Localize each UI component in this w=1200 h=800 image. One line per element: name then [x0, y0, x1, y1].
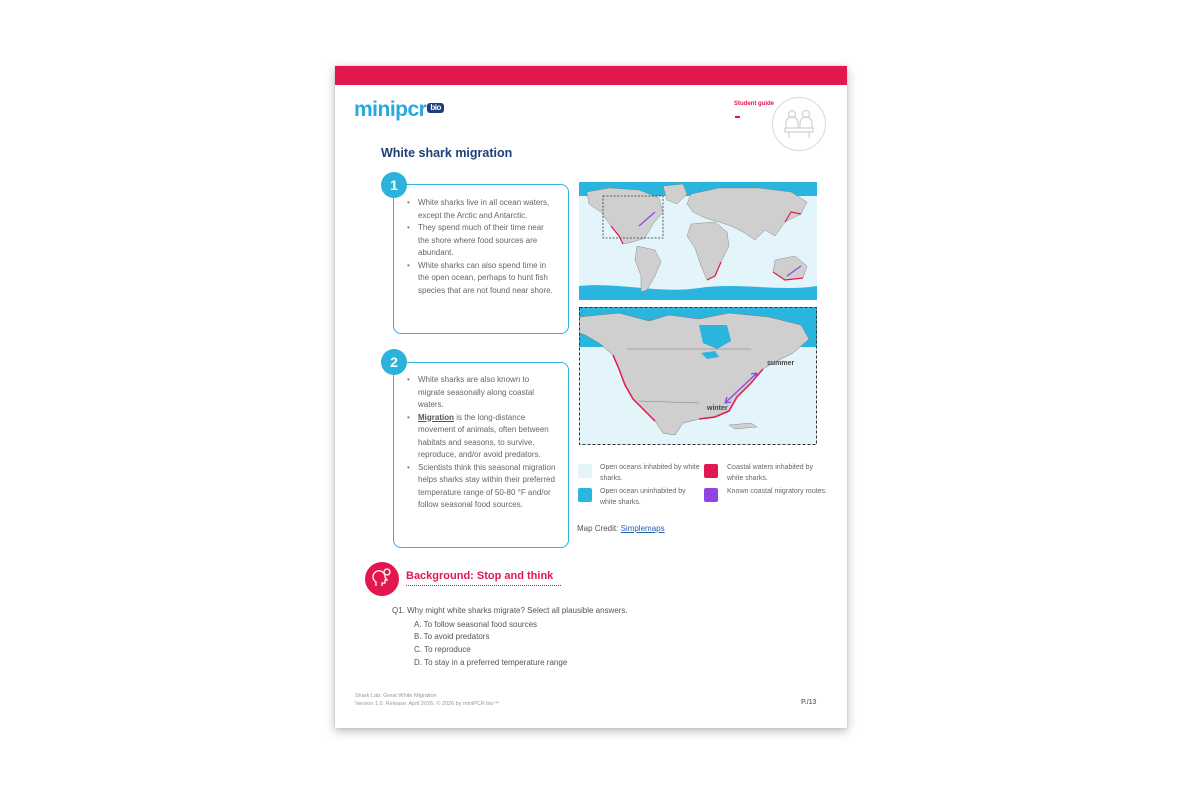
- info-box-2: [393, 362, 569, 548]
- map-label-summer: summer: [767, 360, 795, 367]
- legend-swatch-coastal: [704, 464, 718, 478]
- document-page: [335, 66, 847, 728]
- legend-text-open-inhabited: Open oceans inhabited by white sharks.: [600, 464, 700, 482]
- info-box-1-list: [406, 197, 556, 297]
- list-item: • Scientists think this seasonal migration helps sharks stay within their preferred temperature range of 50-80 °F and/or follow seasonal food sources.: [406, 462, 556, 512]
- legend-swatch-open-uninhabited: [578, 488, 592, 502]
- map-credit-label: Map Credit:: [577, 524, 621, 533]
- answer-option-d: D. To stay in a preferred temperature range: [414, 658, 568, 667]
- logo-badge: bio: [427, 103, 444, 113]
- minipcr-logo: [354, 98, 444, 122]
- legend-text-open-uninhabited: Open ocean uninhabited by white sharks.: [600, 488, 686, 506]
- logo-text: minipcr: [354, 98, 427, 121]
- info-box-2-list: [406, 374, 556, 512]
- step-number-1: 1: [381, 172, 407, 198]
- page-title: White shark migration: [381, 146, 513, 160]
- list-item: • White sharks can also spend time in the open ocean, perhaps to hunt fish species that are not found near shore.: [406, 260, 556, 298]
- legend-text-routes: Known coastal migratory routes.: [727, 488, 827, 495]
- background-heading: Background: Stop and think: [406, 570, 554, 582]
- student-guide-label: Student guide: [734, 101, 774, 107]
- legend-text-coastal: Coastal waters inhabited by white sharks.: [727, 464, 813, 482]
- info-box-1: [393, 184, 569, 334]
- answer-option-b: B. To avoid predators: [414, 632, 490, 641]
- answer-option-c: C. To reproduce: [414, 645, 471, 654]
- heading-underline: [406, 585, 561, 586]
- step-number-2: 2: [381, 349, 407, 375]
- legend-swatch-routes: [704, 488, 718, 502]
- think-icon: [365, 562, 399, 596]
- migration-definition: is the long-distance movement of animals, often between habitats and seasons, to survive, reproduce, and/or avoid predators.: [418, 412, 549, 459]
- north-america-map: [579, 307, 817, 445]
- student-guide-dash: [735, 116, 740, 118]
- footer-version: Version 1.0. Release: April 2026. © 2026 by miniPCR bio™: [355, 701, 500, 707]
- answer-option-a: A. To follow seasonal food sources: [414, 620, 538, 629]
- student-guide-icon: [772, 97, 826, 151]
- header-bar: [335, 66, 847, 85]
- map-credit: [577, 524, 665, 533]
- list-item: [406, 412, 556, 462]
- page-number: P./13: [801, 699, 817, 706]
- list-item: • They spend much of their time near the shore where food sources are abundant.: [406, 222, 556, 260]
- footer-title: Shark Lab: Great White Migration: [355, 693, 437, 699]
- migration-term: Migration: [418, 412, 454, 422]
- list-item: • White sharks are also known to migrate seasonally along coastal waters.: [406, 374, 556, 412]
- question-q1: Q1. Why might white sharks migrate? Select all plausible answers.: [392, 606, 628, 615]
- legend-swatch-open-inhabited: [578, 464, 592, 478]
- map-label-winter: winter: [707, 405, 728, 412]
- world-map: [579, 182, 817, 300]
- list-item: • White sharks live in all ocean waters, except the Arctic and Antarctic.: [406, 197, 556, 222]
- simplemaps-link[interactable]: Simplemaps: [620, 524, 665, 533]
